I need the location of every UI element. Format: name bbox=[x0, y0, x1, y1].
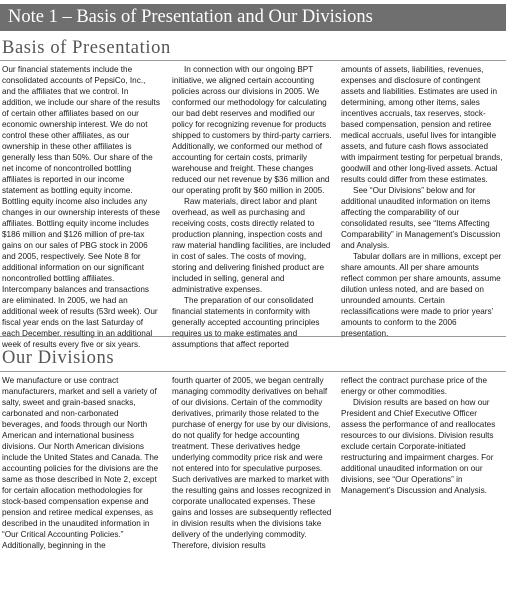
divisions-column-1 bbox=[2, 375, 160, 551]
basis-col2-para-2: Raw materials, direct labor and plant overhead, as well as purchasing and receiving costs, costs directly related to production planning, inspection costs and raw material handling facilities, are included in cost of sales. The costs of moving, storing and delivering finished product are included in selling, general and administrative expenses. bbox=[172, 197, 331, 294]
basis-heading: Basis of Presentation bbox=[2, 38, 171, 58]
divisions-col2-para-1: fourth quarter of 2005, we began centrally managing commodity derivatives on behalf of our divisions. Certain of the commodity derivatives, primarily those related to the purchase of energy for use by our divisions, do not qualify for hedge accounting treatment. These derivatives hedge underlying commodity price risk and were not entered into for speculative purposes. Such derivatives are marked to market with the resulting gains and losses recognized in corporate unallocated expenses. These gains and losses are subsequently reflected in division results when the divisions take delivery of the underlying commodity. Therefore, division results bbox=[172, 376, 332, 550]
note-title: Note 1 – Basis of Presentation and Our Divisions bbox=[8, 7, 373, 27]
divisions-col3-para-2: Division results are based on how our President and Chief Executive Officer assess the performance of and reallocates resources to our divisions. Division results exclude certain Corporate-initiated restructuring and impairment charges. For additional unaudited information on our divisions, see “Our Operations” in Management’s Discussion and Analysis. bbox=[341, 398, 496, 495]
basis-col3-para-3: Tabular dollars are in millions, except per share amounts. All per share amounts reflect common per share amounts, assume dilution unless noted, and are based on unrounded amounts. Certain reclassifications were made to prior years’ amounts to conform to the 2006 presentation. bbox=[341, 252, 502, 338]
divisions-col3-para-1: reflect the contract purchase price of the energy or other commodities. bbox=[341, 376, 488, 396]
basis-col3-para-1: amounts of assets, liabilities, revenues, expenses and disclosure of contingent assets and liabilities. Estimates are used in determining, among other items, sales incentives accruals, tax reserves, stock-based compensation, pension and retiree medical accruals, useful lives for intangible assets, and future cash flows associated with impairment testing for perpetual brands, goodwill and other long-lived assets. Actual results could differ from these estimates. bbox=[341, 65, 503, 184]
basis-column-1 bbox=[2, 64, 160, 350]
basis-column-2 bbox=[172, 64, 332, 350]
basis-rule bbox=[0, 60, 506, 61]
basis-col1-para-1: Our financial statements include the consolidated accounts of PepsiCo, Inc., and the affiliates that we control. In addition, we include our share of the results of certain other affiliates based on our economic ownership interest. We do not control these other affiliates, as our ownership in these other affiliates is generally less than 50%. Our share of the net income of noncontrolled bottling affiliates is reported in our income statement as bottling equity income. Bottling equity income also includes any changes in our ownership interests of these affiliates. Bottling equity income includes $186 million and $126 million of pre-tax gains on our sales of PBG stock in 2006 and 2005, respectively. See Note 8 for additional information on our significant noncontrolled bottling affiliates. Intercompany balances and transactions are eliminated. In 2005, we had an additional week of results (53rd week). Our fiscal year ends on the last Saturday of each December, resulting in an additional week of results every five or six years. bbox=[2, 65, 160, 349]
divisions-column-3 bbox=[341, 375, 503, 496]
basis-col3-para-2: See “Our Divisions” below and for additional unaudited information on items affecting the comparability of our consolidated results, see “Items Affecting Comparability” in Management’s Discussion and Analysis. bbox=[341, 186, 501, 250]
basis-col2-para-3: The preparation of our consolidated financial statements in conformity with generally accepted accounting principles requires us to make estimates and assumptions that affect reported bbox=[172, 296, 320, 349]
divisions-heading: Our Divisions bbox=[2, 348, 115, 368]
divisions-column-2 bbox=[172, 375, 332, 551]
basis-col2-para-1: In connection with our ongoing BPT initiative, we aligned certain accounting policies across our divisions in 2005. We conformed our methodology for calculating our bad debt reserves and modified our policy for recognizing revenue for products shipped to customers by third-party carriers. Additionally, we conformed our method of accounting for certain costs, primarily warehouse and freight. These changes reduced our net revenue by $36 million and our operating profit by $60 million in 2005. bbox=[172, 65, 332, 195]
divisions-rule bbox=[0, 371, 506, 372]
note-banner bbox=[0, 4, 506, 31]
basis-column-3 bbox=[341, 64, 503, 339]
divisions-col1-para-1: We manufacture or use contract manufacturers, market and sell a variety of salty, sweet and grain-based snacks, carbonated and non-carbonated beverages, and foods through our North American and international business divisions. Our North American divisions include the United States and Canada. The accounting policies for the divisions are the same as those described in Note 2, except for certain allocation methodologies for stock-based compensation expense and pension and retiree medical expenses, as described in the unaudited information in “Our Critical Accounting Policies.” Additionally, beginning in the bbox=[2, 376, 159, 550]
divisions-top-rule bbox=[0, 336, 506, 337]
